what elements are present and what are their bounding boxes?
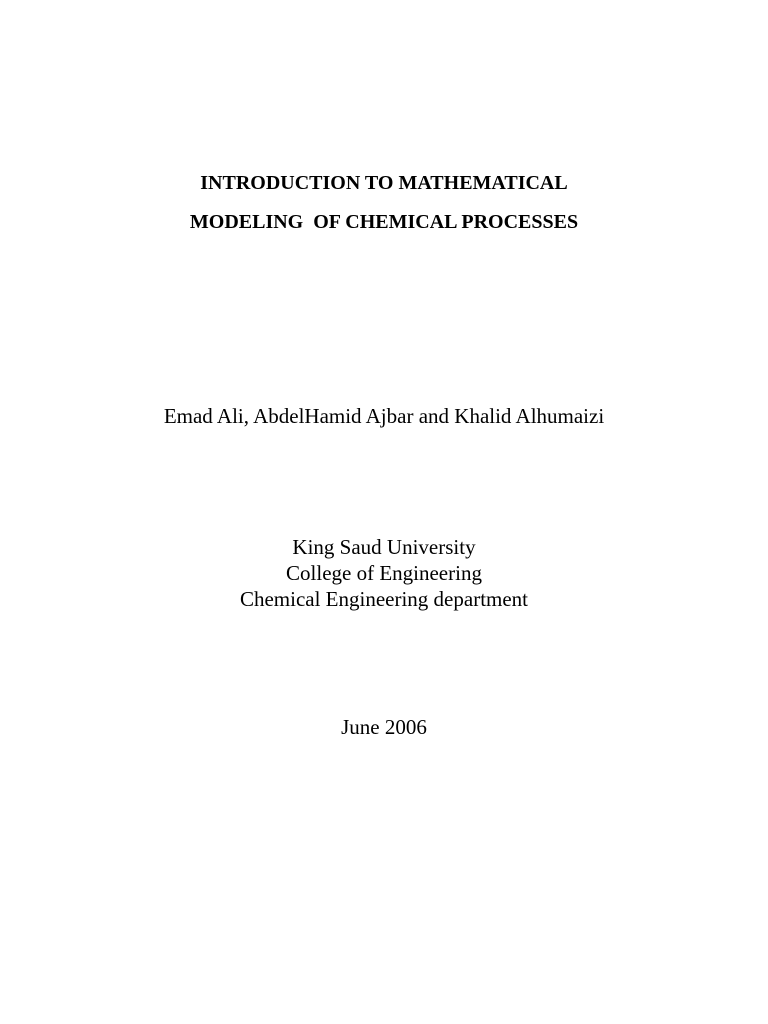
affiliation-college: College of Engineering bbox=[286, 561, 482, 585]
affiliation-department: Chemical Engineering department bbox=[239, 587, 529, 611]
affiliation-university: King Saud University bbox=[292, 535, 476, 559]
publication-date: June 2006 bbox=[341, 715, 427, 739]
authors-line: Emad Ali, AbdelHamid Ajbar and Khalid Alhumaizi bbox=[163, 404, 605, 428]
title-line-2: MODELING OF CHEMICAL PROCESSES bbox=[189, 211, 579, 233]
title-line-1: INTRODUCTION TO MATHEMATICAL bbox=[200, 172, 568, 194]
